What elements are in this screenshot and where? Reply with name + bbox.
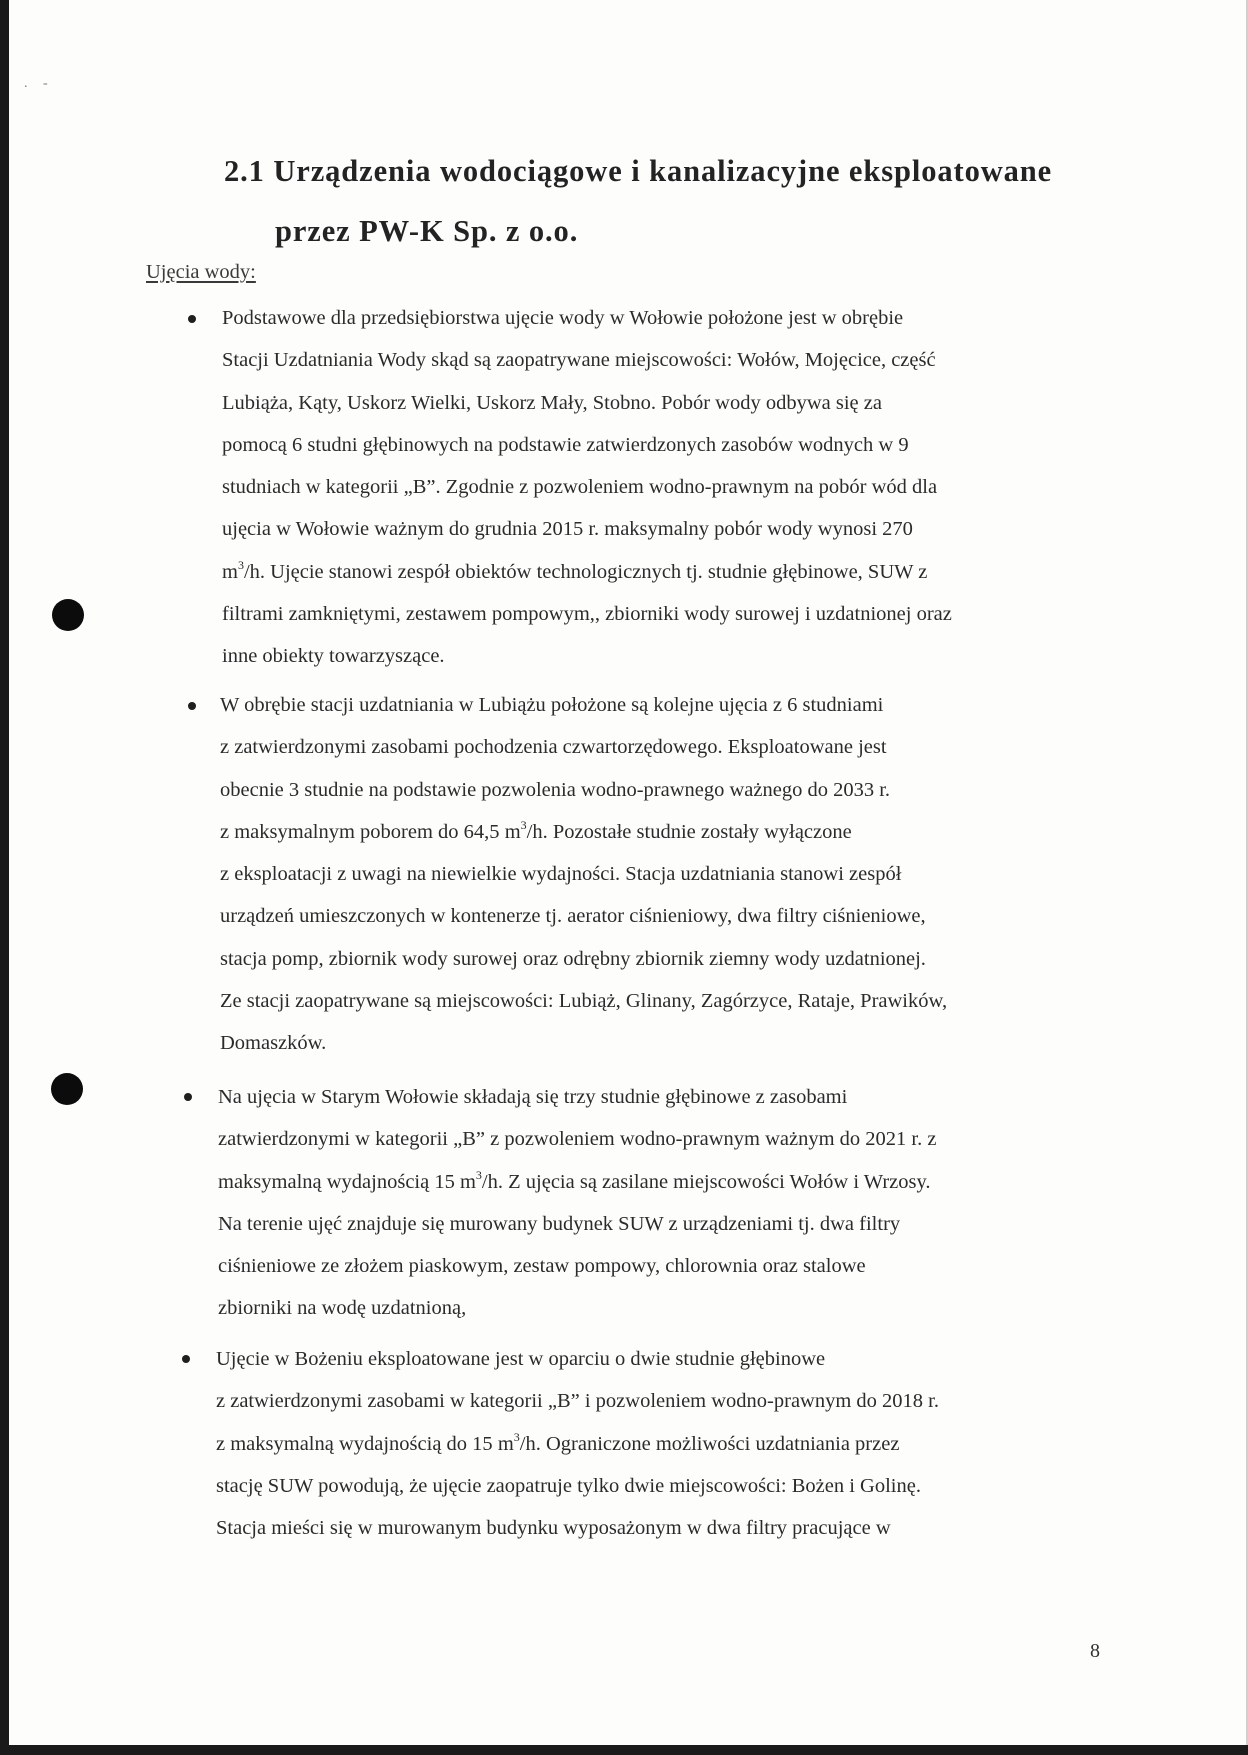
bullet-dot (182, 1355, 190, 1363)
punch-hole-bottom (51, 1073, 83, 1105)
text-line: z eksploatacji z uwagi na niewielkie wydajności. Stacja uzdatniania stanowi zespół (220, 863, 902, 886)
punch-hole-top (52, 599, 84, 631)
bullet-dot (188, 315, 196, 323)
text-line: urządzeń umieszczonych w kontenerze tj. aerator ciśnieniowy, dwa filtry ciśnieniowe, (220, 905, 926, 928)
text-line: obecnie 3 studnie na podstawie pozwolenia wodno-prawnego ważnego do 2033 r. (220, 778, 891, 801)
list-item-text (216, 1338, 1107, 1549)
text-line: $m^3/h$. Ujęcie stanowi zespół obiektów technologicznych tj. studnie głębinowe, SUW z (222, 557, 928, 583)
text-line: z zatwierdzonymi zasobami w kategorii „B” i pozwoleniem wodno-prawnym do 2018 r. (216, 1390, 939, 1413)
text-line: Na terenie ujęć znajduje się murowany budynek SUW z urządzeniami tj. dwa filtry (218, 1212, 901, 1235)
list-item-text (222, 297, 1107, 678)
text-line: z maksymalną wydajnością do 15 $m^3/h$. Ograniczone możliwości uzdatniania przez (216, 1429, 900, 1455)
subheading-water-intakes: Ujęcia wody: (146, 261, 256, 283)
text-line: stacja pomp, zbiornik wody surowej oraz odrębny zbiornik ziemny wody uzdatnionej. (220, 947, 926, 970)
page-number: 8 (1090, 1640, 1100, 1662)
heading-line-2: przez PW-K Sp. z o.o. (275, 214, 579, 248)
text-line: zatwierdzonymi w kategorii „B” z pozwoleniem wodno-prawnym ważnym do 2021 r. z (218, 1128, 937, 1151)
text-line: Podstawowe dla przedsiębiorstwa ujęcie wody w Wołowie położone jest w obrębie (222, 307, 904, 329)
text-line: Domaszków. (220, 1032, 327, 1055)
text-line: ujęcia w Wołowie ważnym do grudnia 2015 r. maksymalny pobór wody wynosi 270 (222, 518, 913, 541)
text-line: Stacja mieści się w murowanym budynku wyposażonym w dwa filtry pracujące w (216, 1517, 891, 1540)
text-line: maksymalną wydajnością 15 $m^3/h$. Z ujęcia są zasilane miejscowości Wołów i Wrzosy. (218, 1167, 931, 1193)
list-item-text (220, 684, 1107, 1065)
text-line: inne obiekty towarzyszące. (222, 645, 445, 668)
text-line: stację SUW powodują, że ujęcie zaopatruje tylko dwie miejscowości: Bożen i Golinę. (216, 1474, 921, 1497)
text-line: studniach w kategorii „B”. Zgodnie z pozwoleniem wodno-prawnym na pobór wód dla (222, 476, 938, 499)
heading-line-1: 2.1 Urządzenia wodociągowe i kanalizacyjne eksploatowane (224, 154, 1053, 188)
scan-specks: . - (24, 76, 54, 91)
text-line: pomocą 6 studni głębinowych na podstawie zatwierdzonych zasobów wodnych w 9 (222, 433, 909, 456)
section-heading (224, 141, 1124, 261)
text-line: filtrami zamkniętymi, zestawem pompowym,, zbiorniki wody surowej i uzdatnionej oraz (222, 603, 952, 626)
bullet-dot (188, 702, 196, 710)
text-line: z zatwierdzonymi zasobami pochodzenia czwartorzędowego. Eksploatowane jest (220, 736, 887, 759)
text-line: W obrębie stacji uzdatniania w Lubiążu położone są kolejne ujęcia z 6 studniami (220, 694, 884, 716)
text-line: zbiorniki na wodę uzdatnioną, (218, 1297, 467, 1320)
scan-edge-bottom (0, 1745, 1248, 1755)
text-line: Ujęcie w Bożeniu eksploatowane jest w oparciu o dwie studnie głębinowe (216, 1348, 826, 1370)
text-line: z maksymalnym poborem do 64,5 $m^3/h$. Pozostałe studnie zostały wyłączone (220, 817, 852, 843)
text-line: Lubiąża, Kąty, Uskorz Wielki, Uskorz Mały, Stobno. Pobór wody odbywa się za (222, 391, 882, 414)
text-line: Ze stacji zaopatrywane są miejscowości: Lubiąż, Glinany, Zagórzyce, Rataje, Prawików, (220, 990, 948, 1013)
scan-edge-left (0, 0, 9, 1755)
list-item-text (218, 1076, 1107, 1330)
text-line: Na ujęcia w Starym Wołowie składają się trzy studnie głębinowe z zasobami (218, 1086, 848, 1108)
text-line: ciśnieniowe ze złożem piaskowym, zestaw pompowy, chlorownia oraz stalowe (218, 1255, 866, 1278)
bullet-dot (184, 1093, 192, 1101)
text-line: Stacji Uzdatniania Wody skąd są zaopatrywane miejscowości: Wołów, Mojęcice, część (222, 349, 936, 372)
